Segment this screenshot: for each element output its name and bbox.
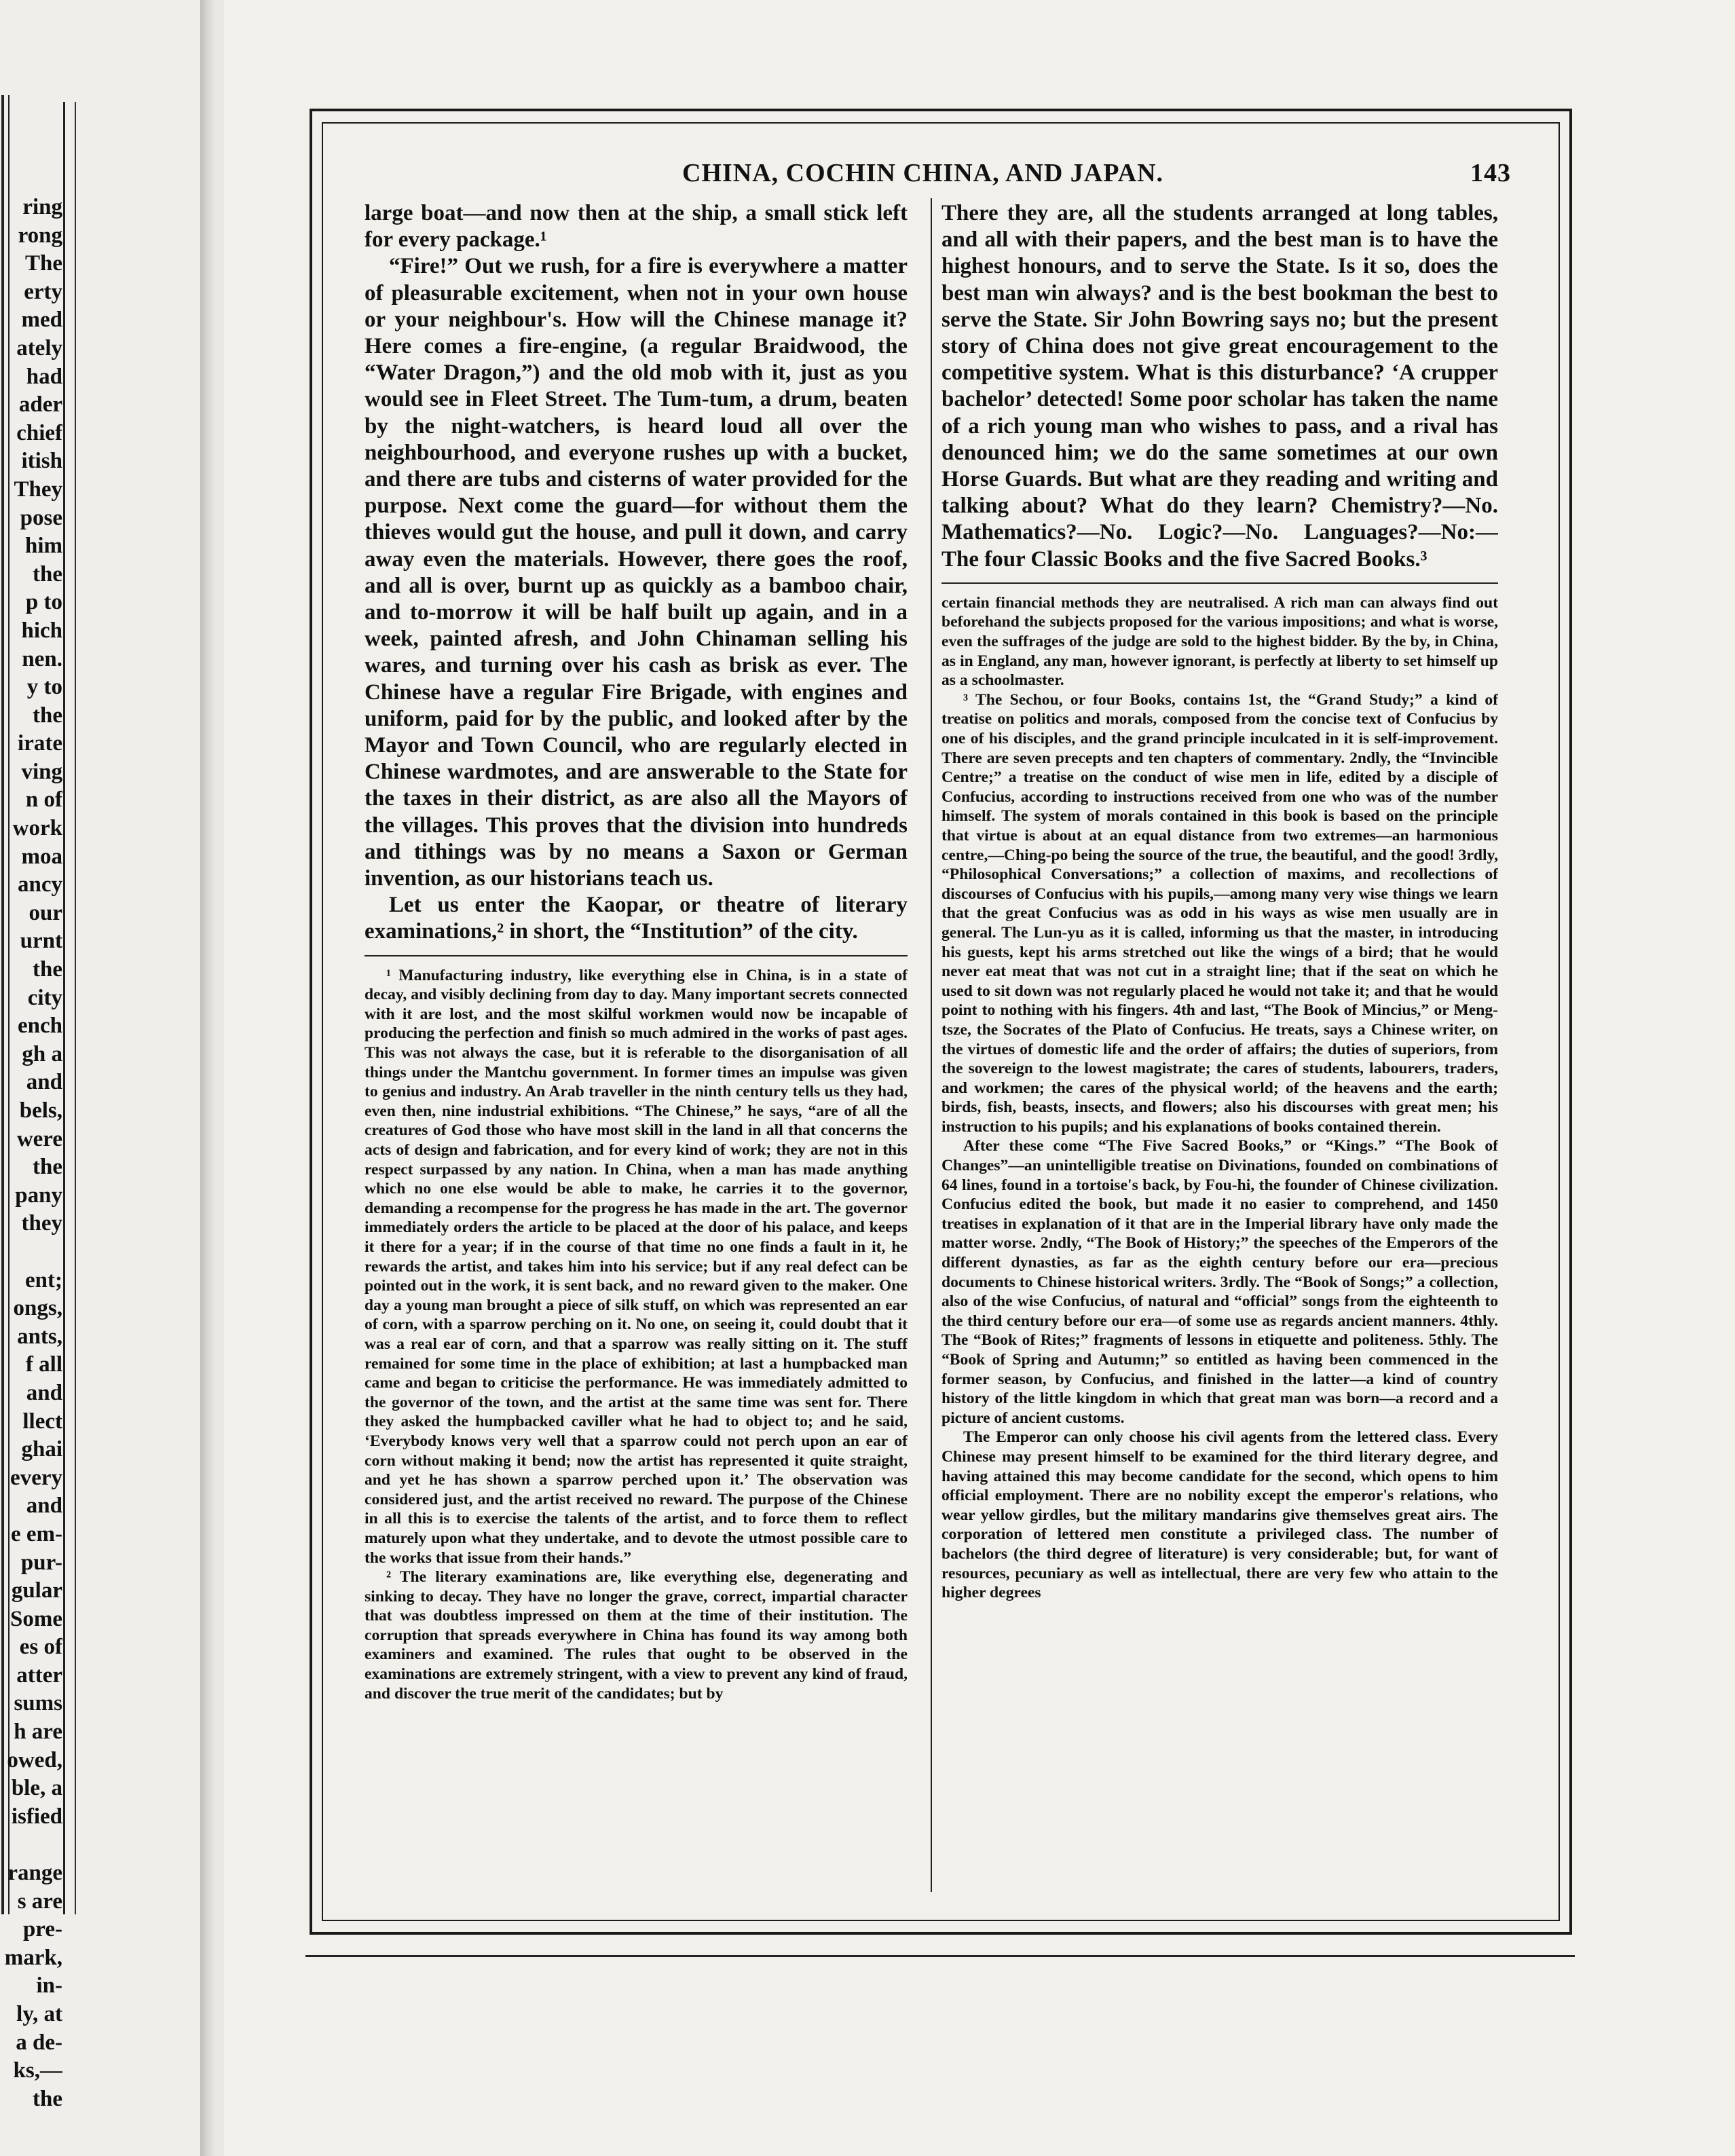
footnote: After these come “The Five Sacred Books,” or “Kings.” “The Book of Changes”—an unintelligible treatise on Divinations, founded on combinations of 64 lines, found in a tortoise's back, by Fou-hi, the founder of Chinese civilization. Confucius edited the book, but made it no easier to comprehend, and 1450 treatises in explanation of it that are in the Imperial library have only made the matter worse. 2ndly, “The Book of History;” the speeches of the Emperors of the different dynasties, as far as the eighth century before our era—precious documents to Chinese historical writers. 3rdly. The “Book of Songs;” a collection, also of the wise Confucius, of natural and “official” songs from the eighteenth to the third century before our era—of some use as regards ancient manners. 4thly. The “Book of Rites;” fragments of lessons in etiquette and politeness. 5thly. The “Book of Spring and Autumn;” so entitled as having been commenced in the former season, by Confucius, and finished in the latter—a kind of country history of the little kingdom in which that great man was born—a record and a picture of ancient customs. xyxy=(941,1137,1498,1427)
facing-page-column-rule xyxy=(63,102,68,1914)
facing-page-fragment: ancy xyxy=(18,872,62,897)
facing-page-fragment: the xyxy=(33,1155,62,1180)
facing-page-fragment: mark, xyxy=(4,1945,62,1970)
facing-page-fragment xyxy=(0,1831,62,1859)
footnote: The Emperor can only choose his civil agents from the lettered class. Every Chinese may present himself to be examined for the third literary degree, and having attained this may become candidate for the second, which opens to him official employment. There are no nobility except the emperor's relations, who wear yellow girdles, but the military mandarins give themselves great airs. The corporation of lettered men constitute a privileged class. The number of bachelors (the third degree of literature) is very considerable; but, for want of resources, pecuniary as well as intellectual, there are very few who attain to the higher degrees xyxy=(941,1428,1498,1602)
facing-page-fragment: Some xyxy=(10,1606,62,1631)
facing-page-fragment: hich xyxy=(21,618,62,643)
facing-page-fragment: ly, at xyxy=(16,2002,62,2026)
facing-page-fragment: med xyxy=(21,308,62,333)
facing-page-fragment: ghai xyxy=(21,1437,62,1462)
facing-page-fragment: moa xyxy=(21,844,62,869)
facing-page-fragment: they xyxy=(21,1211,62,1236)
facing-page-fragment: urnt xyxy=(20,929,62,954)
facing-page-fragment: him xyxy=(24,534,62,559)
facing-page-fragment: ants, xyxy=(17,1324,62,1349)
facing-page-fragment: gh a xyxy=(22,1041,62,1066)
facing-page-fragment: llect xyxy=(22,1409,62,1434)
facing-page-fragment: atter xyxy=(16,1662,62,1688)
facing-page-fragment: n of xyxy=(25,787,62,813)
facing-page-fragment: rong xyxy=(18,223,62,248)
facing-page-fragment: gular xyxy=(11,1578,62,1603)
facing-page-fragment: ks,— xyxy=(13,2058,62,2083)
facing-page-fragment: a de- xyxy=(16,2030,62,2055)
facing-page-column-rule-inner xyxy=(75,102,77,1914)
footnote: ² The literary examinations are, like everything else, degenerating and sinking to decay. They have no longer the grave, correct, impartial character that was doubtless impressed on them at the time of their institution. The corruption that spreads everywhere in China has found its way among both examiners and examined. The rules that ought to be observed in the examinations are extremely stringent, with a view to prevent any kind of fraud, and discover the true merit of the candidates; but by xyxy=(365,1568,908,1703)
running-header xyxy=(339,158,1511,192)
facing-page-fragment: The xyxy=(24,251,62,276)
facing-page-fragment: y to xyxy=(26,675,62,700)
left-column xyxy=(365,200,908,1703)
column-divider xyxy=(931,198,932,1892)
facing-page-fragment: the xyxy=(33,957,62,982)
facing-page-fragment: city xyxy=(27,985,62,1010)
facing-page-fragment: work xyxy=(12,816,62,841)
body-paragraph: There they are, all the students arranged at long tables, and all with their papers, and the best man is to have the highest honours, and to serve the State. Is it so, does the best man win always? and is the best bookman the best to serve the State. Sir John Bowring says no; but the present story of China does not give great encouragement to the competitive system. What is this disturbance? ‘A crupper bachelor’ detected! Some poor scholar has taken the name of a rich young man who wishes to pass, and a rival has denounced him; we do the same sometimes at our own Horse Guards. But what are they reading and writing and talking about? What do they learn? Chemistry?—No. Mathematics?—No. Logic?—No. Languages?—No:— The four Classic Books and the five Sacred Books.³ xyxy=(941,201,1498,572)
facing-page-fragment: every xyxy=(10,1465,62,1490)
facing-page-fragment: ving xyxy=(21,759,62,784)
facing-page-fragment: the xyxy=(33,2086,62,2111)
facing-page-fragment: ent; xyxy=(25,1267,62,1293)
facing-page-fragment: the xyxy=(33,703,62,728)
facing-page-fragment: ble, a xyxy=(11,1776,62,1801)
footnote: ¹ Manufacturing industry, like everything else in China, is in a state of decay, and visibly declining from day to day. Many important secrets connected with it are lost, and the most skilful workmen would now be incapable of producing the perfection and finish so much admired in the works of past ages. This was not always the case, but it is referable to the disorganisation of all things under the Mantchu government. In former times an impulse was given to genius and industry. An Arab traveller in the ninth century tells us they had, even then, nine industrial exhibitions. “The Chinese,” he says, “are of all the creatures of God those who have most skill in the land in all that concerns the acts of design and fabrication, and for every kind of work; they are not in this respect surpassed by any nation. In China, when a man has made anything which no one else would be able to make, he carries it to the governor, demanding a recompense for the progress he has made in the art. The governor immediately orders the article to be placed at the door of his palace, and keeps it there for a year; if in the course of that time no one finds a fault in it, he rewards the artist, and takes him into his service; but if any real defect can be pointed out in the work, it is sent back, and no reward given to the maker. One day a young man brought a piece of silk stuff, on which was represented an ear of corn, with a sparrow perching on it. No one, on seeing it, could doubt that it was a real ear of corn, and that a sparrow was really sitting on it. The stuff remained for some time in the place of exhibition; at last a humpbacked man came and began to criticise the performance. He was immediately admitted to the governor of the town, and the artist at the same time was sent for. There they asked the humpbacked caviller what he had to object to; and he said, ‘Everybody knows very well that a sparrow could not perch upon an ear of corn without making it bend; now the artist has represented it quite straight, and yet he has shown a sparrow perched upon it.’ The observation was considered just, and the artist received no reward. The purpose of the Chinese in all this is to exercise the talents of the artist, and to force them to reflect maturely upon what they undertake, and to devote the utmost possible care to the works that issue from their hands.” xyxy=(365,966,908,1567)
book-gutter xyxy=(200,0,215,2156)
facing-page-fragment: p to xyxy=(25,590,62,615)
page-number: 143 xyxy=(1470,159,1511,187)
body-paragraph: “Fire!” Out we rush, for a fire is everywhere a matter of pleasurable excitement, when not in your own house or your neighbour's. How will the Chinese manage it? Here comes a fire-engine, (a regular Braidwood, the “Water Dragon,”) and the old mob with it, just as you would see in Fleet Street. The Tum-tum, a drum, beaten by the night-watchers, is heard loud all over the neighbourhood, and everyone rushes up with a bucket, and there are tubs and cisterns of water provided for the purpose. Next come the guard—for without them the thieves would gut the house, and pull it down, and carry away even the materials. However, there goes the roof, and all is over, burnt up as quickly as a bamboo chair, and to-morrow it will be half built up again, and in a week, painted afresh, and John Chinaman selling his wares, and turning over his cash as brisk as ever. The Chinese have a regular Fire Brigade, with engines and uniform, paid for by the public, and looked after by the Mayor and Town Council, who are regularly elected in Chinese wardmotes, and are answerable to the State for the taxes in their district, as are also all the Mayors of the villages. This proves that the division into hundreds and tithings was by no means a Saxon or German invention, as our historians teach us. xyxy=(365,254,908,891)
facing-page-fragment: our xyxy=(29,900,62,925)
facing-page-fragment: itish xyxy=(21,449,62,474)
body-paragraph: large boat—and now then at the ship, a small stick left for every package.¹ xyxy=(365,201,908,253)
facing-page-fragment: ongs, xyxy=(13,1296,62,1321)
running-title: CHINA, COCHIN CHINA, AND JAPAN. xyxy=(682,159,1164,187)
facing-page-fragment: ench xyxy=(18,1014,62,1039)
facing-page-fragment: ader xyxy=(18,392,62,417)
facing-page-fragment: the xyxy=(33,561,62,587)
facing-page-fragment: owed, xyxy=(7,1747,62,1772)
facing-page-fragment: pose xyxy=(20,505,62,530)
facing-page-fragment: bels, xyxy=(19,1098,62,1123)
facing-page-fragment xyxy=(0,1238,62,1267)
right-column xyxy=(941,200,1498,1603)
facing-page-fragment: were xyxy=(16,1126,62,1151)
facing-page-fragment: h are xyxy=(14,1720,62,1745)
facing-page-fragment: f all xyxy=(25,1352,62,1377)
facing-page-text-fragments xyxy=(0,193,62,2113)
facing-page-fragment: They xyxy=(14,477,62,502)
facing-page-fragment: s are xyxy=(17,1889,62,1914)
footnote-separator xyxy=(941,582,1498,584)
facing-page-fragment: irate xyxy=(18,731,62,756)
footnote-separator xyxy=(365,955,908,956)
facing-page-fragment: in- xyxy=(36,1973,62,1999)
facing-page-fragment: nen. xyxy=(22,646,62,671)
facing-page-fragment: es of xyxy=(19,1635,62,1660)
facing-page-fragment: ring xyxy=(22,195,62,219)
footnote: ³ The Sechou, or four Books, contains 1st, the “Grand Study;” a kind of treatise on politics and morals, composed from the concise text of Confucius by one of his disciples, and the grand principle inculcated in it is self-improvement. There are seven precepts and ten chapters of commentary. 2ndly, the “Invincible Centre;” a treatise on the conduct of wise men in life, edited by a disciple of Confucius, according to instructions received from one who was of the number himself. The system of morals contained in this book is based on the principle that virtue is about at an equal distance from two extremes—an harmonious centre,—Ching-po being the source of the true, the beautiful, and the good! 3rdly, “Philosophical Conversations;” a collection of maxims, and recollections of discourses of Confucius with his pupils,—among many very wise things we learn that the great Confucius was as odd in his ways as wise men usually are in general. The Lun-yu as it is called, informing us that the master, in introducing his guests, kept his arms stretched out like the wings of a bird; that he would never eat meat that was not cut in a straight line; that if the seat on which he used to sit down was not regularly placed he would not take it; and that he would point to nothing with his fingers. 4th and last, “The Book of Mincius,” or Meng-tsze, the Socrates of the Plato of Confucius. He treats, says a Chinese writer, on the virtues of domestic life and the order of affairs; the duties of superiors, from the sovereign to the lowest magistrate; the cares of students, labourers, traders, and workmen; the cares of the physical world; of the heavens and the earth; birds, fish, beasts, insects, and flowers; also his discourses with great men; his instruction to his pupils; and his explanations of books contained therein. xyxy=(941,690,1498,1136)
facing-page-fragment: e em- xyxy=(10,1521,62,1546)
facing-page-fragment: sums xyxy=(14,1691,62,1716)
facing-page-edge xyxy=(0,0,207,2156)
facing-page-fragment: chief xyxy=(16,420,62,445)
facing-page-fragment: pre- xyxy=(22,1917,62,1942)
facing-page-fragment: erty xyxy=(24,279,62,304)
facing-page-fragment: and xyxy=(26,1070,62,1095)
bottom-rule xyxy=(305,1955,1575,1957)
facing-page-fragment: pany xyxy=(15,1183,62,1208)
facing-page-fragment: ately xyxy=(16,335,62,360)
facing-page-fragment: and xyxy=(26,1493,62,1519)
footnote-continuation: certain financial methods they are neutralised. A rich man can always find out beforehand the subjects proposed for the various impositions; and what is worse, even the suffrages of the judge are sold to the highest bidder. By the by, in China, as in England, any man, however ignorant, is perfectly at liberty to set himself up as a schoolmaster. xyxy=(941,593,1498,690)
facing-page-fragment: and xyxy=(26,1380,62,1405)
facing-page-fragment: range xyxy=(7,1861,62,1886)
facing-page-fragment: isfied xyxy=(11,1804,62,1829)
body-paragraph: Let us enter the Kaopar, or theatre of literary examinations,² in short, the “Institution” of the city. xyxy=(365,893,908,944)
facing-page-fragment: had xyxy=(26,364,62,389)
facing-page-fragment: pur- xyxy=(20,1550,62,1575)
